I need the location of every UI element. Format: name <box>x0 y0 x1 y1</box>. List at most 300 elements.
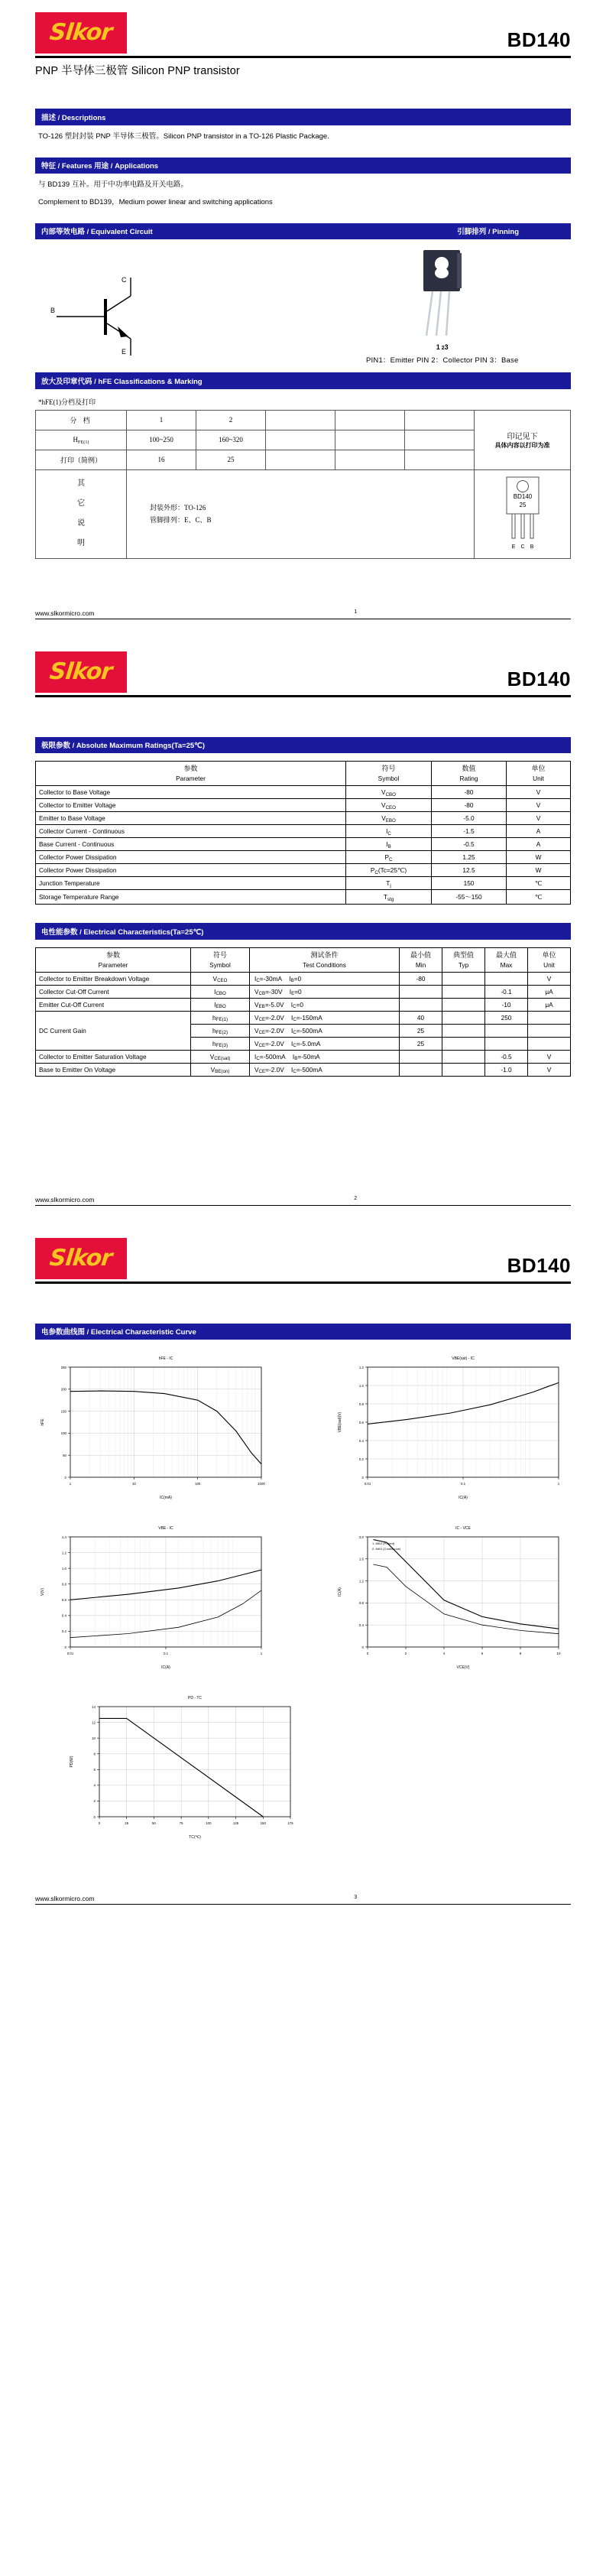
marking-note: *hFE(1)分档及打印 <box>38 398 96 406</box>
section-bar-abs-max-label: 极限参数 / Absolute Maximum Ratings(Ta=25℃) <box>41 742 205 751</box>
svg-text:4: 4 <box>93 1784 96 1788</box>
page-1 <box>0 0 606 619</box>
class-value-5 <box>405 410 475 430</box>
section-bar-descriptions <box>35 109 571 125</box>
svg-text:4: 4 <box>442 1652 446 1656</box>
marking-note-line2: 具体内容以打印为准 <box>494 441 550 450</box>
svg-text:0: 0 <box>93 1815 96 1820</box>
svg-text:0.4: 0.4 <box>358 1623 364 1628</box>
logo-text: Slkor <box>48 1244 114 1272</box>
electrical-characteristics-table <box>35 947 571 1077</box>
col-parameter-cn: 参数 <box>105 950 120 959</box>
col-typ-en: Typ <box>458 960 469 969</box>
cell-unit: ℃ <box>507 890 571 905</box>
hfe-value-2: 160~320 <box>196 430 266 450</box>
cell-parameter: Collector to Emitter Voltage <box>36 799 346 812</box>
cell-parameter: Emitter Cut-Off Current <box>36 998 191 1011</box>
svg-text:250: 250 <box>60 1366 66 1370</box>
svg-text:0: 0 <box>366 1652 369 1656</box>
col-min <box>400 947 442 972</box>
svg-text:0.4: 0.4 <box>61 1614 66 1619</box>
svg-text:PD - TC: PD - TC <box>188 1696 202 1701</box>
col-symbol <box>191 947 250 972</box>
cell-symbol: VCEO <box>191 972 250 985</box>
col-unit-cn: 单位 <box>542 950 556 959</box>
svg-text:PD(W): PD(W) <box>70 1756 74 1768</box>
cell-conditions: VCE=-2.0V IC=-500mA <box>250 1024 400 1037</box>
table-row <box>36 985 571 998</box>
cell-max <box>485 1037 528 1050</box>
chart-svg-1 <box>332 1350 571 1503</box>
chart-row-3 <box>35 1690 571 1843</box>
cell-symbol: hFE(2) <box>191 1024 250 1037</box>
svg-text:VBE(sat) - IC: VBE(sat) - IC <box>452 1356 475 1362</box>
svg-text:1: 1 <box>557 1482 560 1486</box>
cell-conditions: IC=-30mA IB=0 <box>250 972 400 985</box>
cell-typ <box>442 1011 485 1024</box>
cell-max: 250 <box>485 1011 528 1024</box>
svg-text:E: E <box>122 348 127 356</box>
section-bar-curves-label: 电参数曲线图 / Electrical Characteristic Curve <box>41 1328 196 1337</box>
table-header-row <box>36 947 571 972</box>
col-parameter-cn: 参数 <box>183 765 198 773</box>
cell-parameter: DC Current Gain <box>36 1011 191 1050</box>
page-1-footer <box>0 605 606 617</box>
svg-text:8: 8 <box>519 1652 522 1656</box>
chart-svg-0 <box>35 1350 274 1503</box>
svg-text:0: 0 <box>64 1645 66 1650</box>
footer-url: www.slkormicro.com <box>35 1895 95 1903</box>
cell-parameter: Base to Emitter On Voltage <box>36 1063 191 1076</box>
svg-text:0: 0 <box>64 1476 66 1480</box>
to126-package-icon <box>393 244 492 343</box>
cell-rating: -80 <box>432 799 507 812</box>
col-typ-cn: 典型值 <box>452 950 474 959</box>
svg-text:200: 200 <box>60 1387 66 1392</box>
cell-rating: 1.25 <box>432 851 507 864</box>
table-row <box>36 890 571 905</box>
svg-text:50: 50 <box>63 1454 66 1458</box>
cell-symbol: PC(Tc=25℃) <box>346 864 432 877</box>
section-bar-equivalent-circuit-label: 内部等效电路 / Equivalent Circuit <box>41 228 153 237</box>
cell-unit <box>528 1037 571 1050</box>
cell-min <box>400 985 442 998</box>
pin-number-2: 2 <box>441 346 445 352</box>
footer-divider <box>35 1904 571 1905</box>
cell-min: -80 <box>400 972 442 985</box>
table-row <box>36 469 571 558</box>
class-value-4 <box>335 410 405 430</box>
svg-text:0: 0 <box>361 1476 364 1480</box>
cell-parameter: Collector to Base Voltage <box>36 786 346 799</box>
other-char-4: 明 <box>77 539 85 548</box>
svg-text:2. MAX (Continuous): 2. MAX (Continuous) <box>372 1547 401 1551</box>
section-bar-equivalent-circuit <box>35 223 571 240</box>
table-row <box>36 864 571 877</box>
cell-min <box>400 998 442 1011</box>
chip-marking-illustration-cell <box>475 469 571 558</box>
cell-rating: -80 <box>432 786 507 799</box>
section-bar-abs-max <box>35 737 571 754</box>
slkor-logo <box>35 651 127 693</box>
table-row <box>36 838 571 851</box>
svg-text:75: 75 <box>179 1821 183 1826</box>
cell-unit: A <box>507 825 571 838</box>
cell-symbol: IB <box>346 838 432 851</box>
cell-parameter: Collector Cut-Off Current <box>36 985 191 998</box>
col-max-cn: 最大值 <box>495 950 517 959</box>
cell-symbol: Tj <box>346 877 432 890</box>
svg-text:25: 25 <box>519 501 526 508</box>
svg-text:0.6: 0.6 <box>61 1598 66 1603</box>
svg-text:0.1: 0.1 <box>460 1482 466 1486</box>
svg-text:2: 2 <box>93 1799 96 1804</box>
svg-text:IC(A): IC(A) <box>161 1665 170 1671</box>
col-symbol-en: Symbol <box>209 960 231 969</box>
svg-text:1.0: 1.0 <box>358 1384 364 1389</box>
table-row <box>36 998 571 1011</box>
marking-note-cell <box>475 410 571 469</box>
cell-symbol: PC <box>346 851 432 864</box>
package-info-cell <box>127 469 475 558</box>
col-conditions-cn: 测试条件 <box>310 950 339 959</box>
features-text-cn: 与 BD139 互补。用于中功率电路及开关电路。 <box>38 180 188 190</box>
svg-text:C: C <box>520 544 525 550</box>
cell-symbol: VCEO <box>346 799 432 812</box>
section-bar-descriptions-label: 描述 / Descriptions <box>41 113 106 122</box>
svg-text:VBE - IC: VBE - IC <box>158 1526 173 1532</box>
svg-text:25: 25 <box>125 1821 129 1826</box>
pin-assignment-text: PIN1：Emitter PIN 2：Collector PIN 3：Base <box>366 356 519 365</box>
document-header-page2 <box>0 639 606 693</box>
cell-parameter: Collector Current - Continuous <box>36 825 346 838</box>
hfe-value-1: 100~250 <box>127 430 196 450</box>
cell-conditions: VCE=-2.0V IC=-500mA <box>250 1063 400 1076</box>
print-row-label: 打印（简例） <box>36 450 127 469</box>
part-number-heading: BD140 <box>507 1253 571 1277</box>
chart-pd-vs-tc <box>64 1690 303 1843</box>
cell-symbol: hFE(3) <box>191 1037 250 1050</box>
features-text-en: Complement to BD139，Medium power linear and switching applications <box>38 197 273 206</box>
footer-url: www.slkormicro.com <box>35 609 95 617</box>
cell-rating: -55～150 <box>432 890 507 905</box>
svg-text:hFE - IC: hFE - IC <box>158 1356 173 1362</box>
cell-typ <box>442 1024 485 1037</box>
other-char-1: 其 <box>77 479 85 489</box>
chart-vbe-vs-ic <box>35 1520 274 1673</box>
svg-text:0.1: 0.1 <box>163 1652 169 1656</box>
hfe-row-label: HFE(1) <box>36 430 127 450</box>
document-header <box>0 0 606 54</box>
svg-text:100: 100 <box>206 1821 212 1826</box>
table-row <box>36 786 571 799</box>
page-2-footer <box>0 1191 606 1204</box>
col-max <box>485 947 528 972</box>
svg-text:1.2: 1.2 <box>358 1366 364 1370</box>
equivalent-circuit-row <box>35 239 571 365</box>
pin-arrangement-line: 管脚排列：E、C、B <box>150 516 212 525</box>
section-bar-curves <box>35 1324 571 1340</box>
svg-text:0.6: 0.6 <box>358 1421 364 1425</box>
svg-text:100: 100 <box>60 1431 66 1436</box>
cell-unit: V <box>507 786 571 799</box>
pnp-transistor-symbol-icon <box>35 244 203 359</box>
cell-symbol: IC <box>346 825 432 838</box>
svg-text:2: 2 <box>404 1652 407 1656</box>
section-bar-pinning-label: 引脚排列 / Pinning <box>457 228 519 237</box>
svg-text:C: C <box>122 276 127 284</box>
svg-text:10: 10 <box>131 1482 136 1486</box>
cell-symbol: IEBO <box>191 998 250 1011</box>
col-parameter <box>36 762 346 786</box>
class-row-label: 分 档 <box>36 410 127 430</box>
svg-text:6: 6 <box>481 1652 484 1656</box>
col-typ <box>442 947 485 972</box>
svg-text:hFE: hFE <box>41 1418 45 1426</box>
svg-text:0.2: 0.2 <box>61 1629 66 1634</box>
cell-conditions: VCE=-2.0V IC=-150mA <box>250 1011 400 1024</box>
footer-page-number: 1 <box>354 609 358 615</box>
svg-text:0.8: 0.8 <box>358 1601 364 1606</box>
cell-max: -1.0 <box>485 1063 528 1076</box>
cell-rating: -0.5 <box>432 838 507 851</box>
section-bar-marking-label: 放大及印章代码 / hFE Classifications & Marking <box>41 377 203 386</box>
table-row <box>36 1063 571 1076</box>
cell-typ <box>442 1037 485 1050</box>
col-symbol-cn: 符号 <box>381 765 396 773</box>
other-notes-label <box>36 469 127 558</box>
page-3-footer <box>0 1890 606 1902</box>
hfe-value-4 <box>335 430 405 450</box>
cell-parameter: Collector to Emitter Breakdown Voltage <box>36 972 191 985</box>
table-header-row <box>36 762 571 786</box>
cell-rating: 12.5 <box>432 864 507 877</box>
cell-max <box>485 1024 528 1037</box>
logo-text: Slkor <box>48 658 114 685</box>
cell-min: 40 <box>400 1011 442 1024</box>
table-row <box>36 812 571 825</box>
footer-page-number: 2 <box>354 1195 358 1201</box>
svg-text:175: 175 <box>287 1821 293 1826</box>
cell-typ <box>442 985 485 998</box>
cell-unit: μA <box>528 998 571 1011</box>
svg-text:10: 10 <box>556 1652 561 1656</box>
col-symbol-cn: 符号 <box>212 950 227 959</box>
hfe-value-3 <box>266 430 335 450</box>
col-conditions-en: Test Conditions <box>303 960 346 969</box>
chart-svg-2 <box>35 1520 274 1673</box>
svg-text:1.6: 1.6 <box>358 1557 364 1561</box>
cell-unit: ℃ <box>507 877 571 890</box>
section-bar-marking <box>35 372 571 389</box>
svg-text:1.2: 1.2 <box>358 1579 364 1584</box>
footer-url: www.slkormicro.com <box>35 1195 95 1204</box>
svg-text:0.8: 0.8 <box>358 1402 364 1407</box>
slkor-logo <box>35 12 127 54</box>
print-value-2: 25 <box>196 450 266 469</box>
table-row <box>36 410 571 430</box>
slkor-logo <box>35 1238 127 1279</box>
cell-unit: W <box>507 851 571 864</box>
cell-symbol: VBE(on) <box>191 1063 250 1076</box>
col-unit-en: Unit <box>533 775 544 783</box>
cell-typ <box>442 972 485 985</box>
table-row <box>36 851 571 864</box>
absolute-maximum-ratings-table <box>35 761 571 905</box>
svg-text:IC(A): IC(A) <box>338 1587 342 1597</box>
cell-rating: -5.0 <box>432 812 507 825</box>
cell-conditions: VEB=-5.0V IC=0 <box>250 998 400 1011</box>
chart-ic-vs-vce <box>332 1520 571 1673</box>
chart-svg-3 <box>332 1520 571 1673</box>
package-photo-area <box>314 244 571 365</box>
col-unit <box>528 947 571 972</box>
cell-unit: V <box>507 812 571 825</box>
section-bar-electrical <box>35 923 571 940</box>
chart-row-2 <box>35 1520 571 1673</box>
cell-symbol: VEBO <box>346 812 432 825</box>
table-row <box>36 1011 571 1024</box>
col-rating-cn: 数值 <box>462 765 476 773</box>
svg-text:100: 100 <box>195 1482 201 1486</box>
cell-parameter: Emitter to Base Voltage <box>36 812 346 825</box>
svg-text:1. MAX (Pulsed): 1. MAX (Pulsed) <box>372 1541 395 1546</box>
svg-text:IC - VCE: IC - VCE <box>455 1526 471 1532</box>
footer-divider <box>35 1205 571 1206</box>
print-value-3 <box>266 450 335 469</box>
pin-number-3: 3 <box>444 343 449 352</box>
class-value-3 <box>266 410 335 430</box>
pin-number-1: 1 <box>436 343 440 352</box>
cell-parameter: Junction Temperature <box>36 877 346 890</box>
svg-text:10: 10 <box>92 1736 96 1741</box>
col-symbol-en: Symbol <box>378 775 400 783</box>
svg-text:IC(mA): IC(mA) <box>160 1496 172 1501</box>
svg-text:V(V): V(V) <box>41 1588 45 1597</box>
chart-vbesat-vs-ic <box>332 1350 571 1503</box>
col-unit-en: Unit <box>543 960 555 969</box>
class-value-2: 2 <box>196 410 266 430</box>
cell-unit: V <box>528 1050 571 1063</box>
cell-typ <box>442 1050 485 1063</box>
svg-text:1000: 1000 <box>258 1482 265 1486</box>
table-row <box>36 825 571 838</box>
cell-max: -10 <box>485 998 528 1011</box>
document-header-page3 <box>0 1226 606 1279</box>
svg-text:VBE(sat)(V): VBE(sat)(V) <box>338 1412 342 1433</box>
class-value-1: 1 <box>127 410 196 430</box>
svg-text:150: 150 <box>260 1821 266 1826</box>
part-number-heading: BD140 <box>507 667 571 690</box>
cell-min: 25 <box>400 1037 442 1050</box>
section-bar-features-label: 特征 / Features 用途 / Applications <box>41 162 159 171</box>
page-2 <box>0 639 606 1206</box>
cell-parameter: Storage Temperature Range <box>36 890 346 905</box>
chart-hfe-vs-ic <box>35 1350 274 1503</box>
transistor-symbol-area <box>35 244 314 365</box>
cell-unit <box>528 1011 571 1024</box>
svg-text:0: 0 <box>361 1645 364 1650</box>
cell-parameter: Collector Power Dissipation <box>36 851 346 864</box>
svg-text:0.2: 0.2 <box>358 1457 364 1462</box>
pin-number-markers <box>314 343 571 351</box>
svg-text:E: E <box>511 544 515 550</box>
svg-text:125: 125 <box>232 1821 239 1826</box>
marking-note-line1: 印记见下 <box>507 433 538 442</box>
col-min-en: Min <box>415 960 426 969</box>
cell-min <box>400 1050 442 1063</box>
svg-text:1.0: 1.0 <box>61 1567 66 1571</box>
col-rating <box>432 762 507 786</box>
characteristic-curves-area <box>35 1340 571 1843</box>
col-parameter-en: Parameter <box>98 960 128 969</box>
cell-unit: V <box>507 799 571 812</box>
col-rating-en: Rating <box>459 775 478 783</box>
cell-typ <box>442 1063 485 1076</box>
page-3 <box>0 1226 606 1905</box>
part-number-heading: BD140 <box>507 28 571 51</box>
svg-text:1.4: 1.4 <box>61 1535 66 1540</box>
cell-unit: V <box>528 972 571 985</box>
hfe-classification-table <box>35 410 571 559</box>
cell-unit: A <box>507 838 571 851</box>
logo-text: Slkor <box>48 19 114 46</box>
table-row <box>36 877 571 890</box>
svg-text:0: 0 <box>98 1821 101 1826</box>
cell-min: 25 <box>400 1024 442 1037</box>
cell-symbol: VCE(sat) <box>191 1050 250 1063</box>
table-row <box>36 1050 571 1063</box>
svg-text:150: 150 <box>60 1409 66 1414</box>
svg-text:B: B <box>50 307 56 315</box>
document-subtitle: PNP 半导体三极管 Silicon PNP transistor <box>35 65 240 77</box>
cell-parameter: Base Current - Continuous <box>36 838 346 851</box>
cell-max: -0.1 <box>485 985 528 998</box>
cell-parameter: Collector Power Dissipation <box>36 864 346 877</box>
svg-text:1: 1 <box>260 1652 263 1656</box>
cell-conditions: IC=-500mA IB=-50mA <box>250 1050 400 1063</box>
svg-text:BD140: BD140 <box>513 492 532 500</box>
svg-text:50: 50 <box>151 1821 156 1826</box>
chart-row-1 <box>35 1350 571 1503</box>
col-max-en: Max <box>500 960 513 969</box>
svg-text:1.2: 1.2 <box>61 1551 66 1555</box>
cell-rating: -1.5 <box>432 825 507 838</box>
table-row <box>36 799 571 812</box>
cell-conditions: VCE=-2.0V IC=-5.0mA <box>250 1037 400 1050</box>
svg-text:0.01: 0.01 <box>66 1652 74 1656</box>
print-value-5 <box>405 450 475 469</box>
cell-rating: 150 <box>432 877 507 890</box>
col-unit <box>507 762 571 786</box>
cell-symbol: VCBO <box>346 786 432 799</box>
cell-unit: μA <box>528 985 571 998</box>
print-value-1: 16 <box>127 450 196 469</box>
cell-symbol: hFE(1) <box>191 1011 250 1024</box>
svg-text:1: 1 <box>69 1482 72 1486</box>
svg-text:2.0: 2.0 <box>358 1535 364 1540</box>
cell-typ <box>442 998 485 1011</box>
descriptions-text: TO-126 塑封封装 PNP 半导体三极管。Silicon PNP transistor in a TO-126 Plastic Package. <box>38 132 329 141</box>
col-symbol <box>346 762 432 786</box>
svg-text:0.4: 0.4 <box>358 1439 364 1444</box>
col-conditions <box>250 947 400 972</box>
section-bar-features <box>35 158 571 174</box>
package-outline-line: 封装外形：TO-126 <box>150 504 206 512</box>
svg-text:B: B <box>530 544 533 550</box>
cell-unit: W <box>507 864 571 877</box>
chart-svg-4 <box>64 1690 303 1843</box>
